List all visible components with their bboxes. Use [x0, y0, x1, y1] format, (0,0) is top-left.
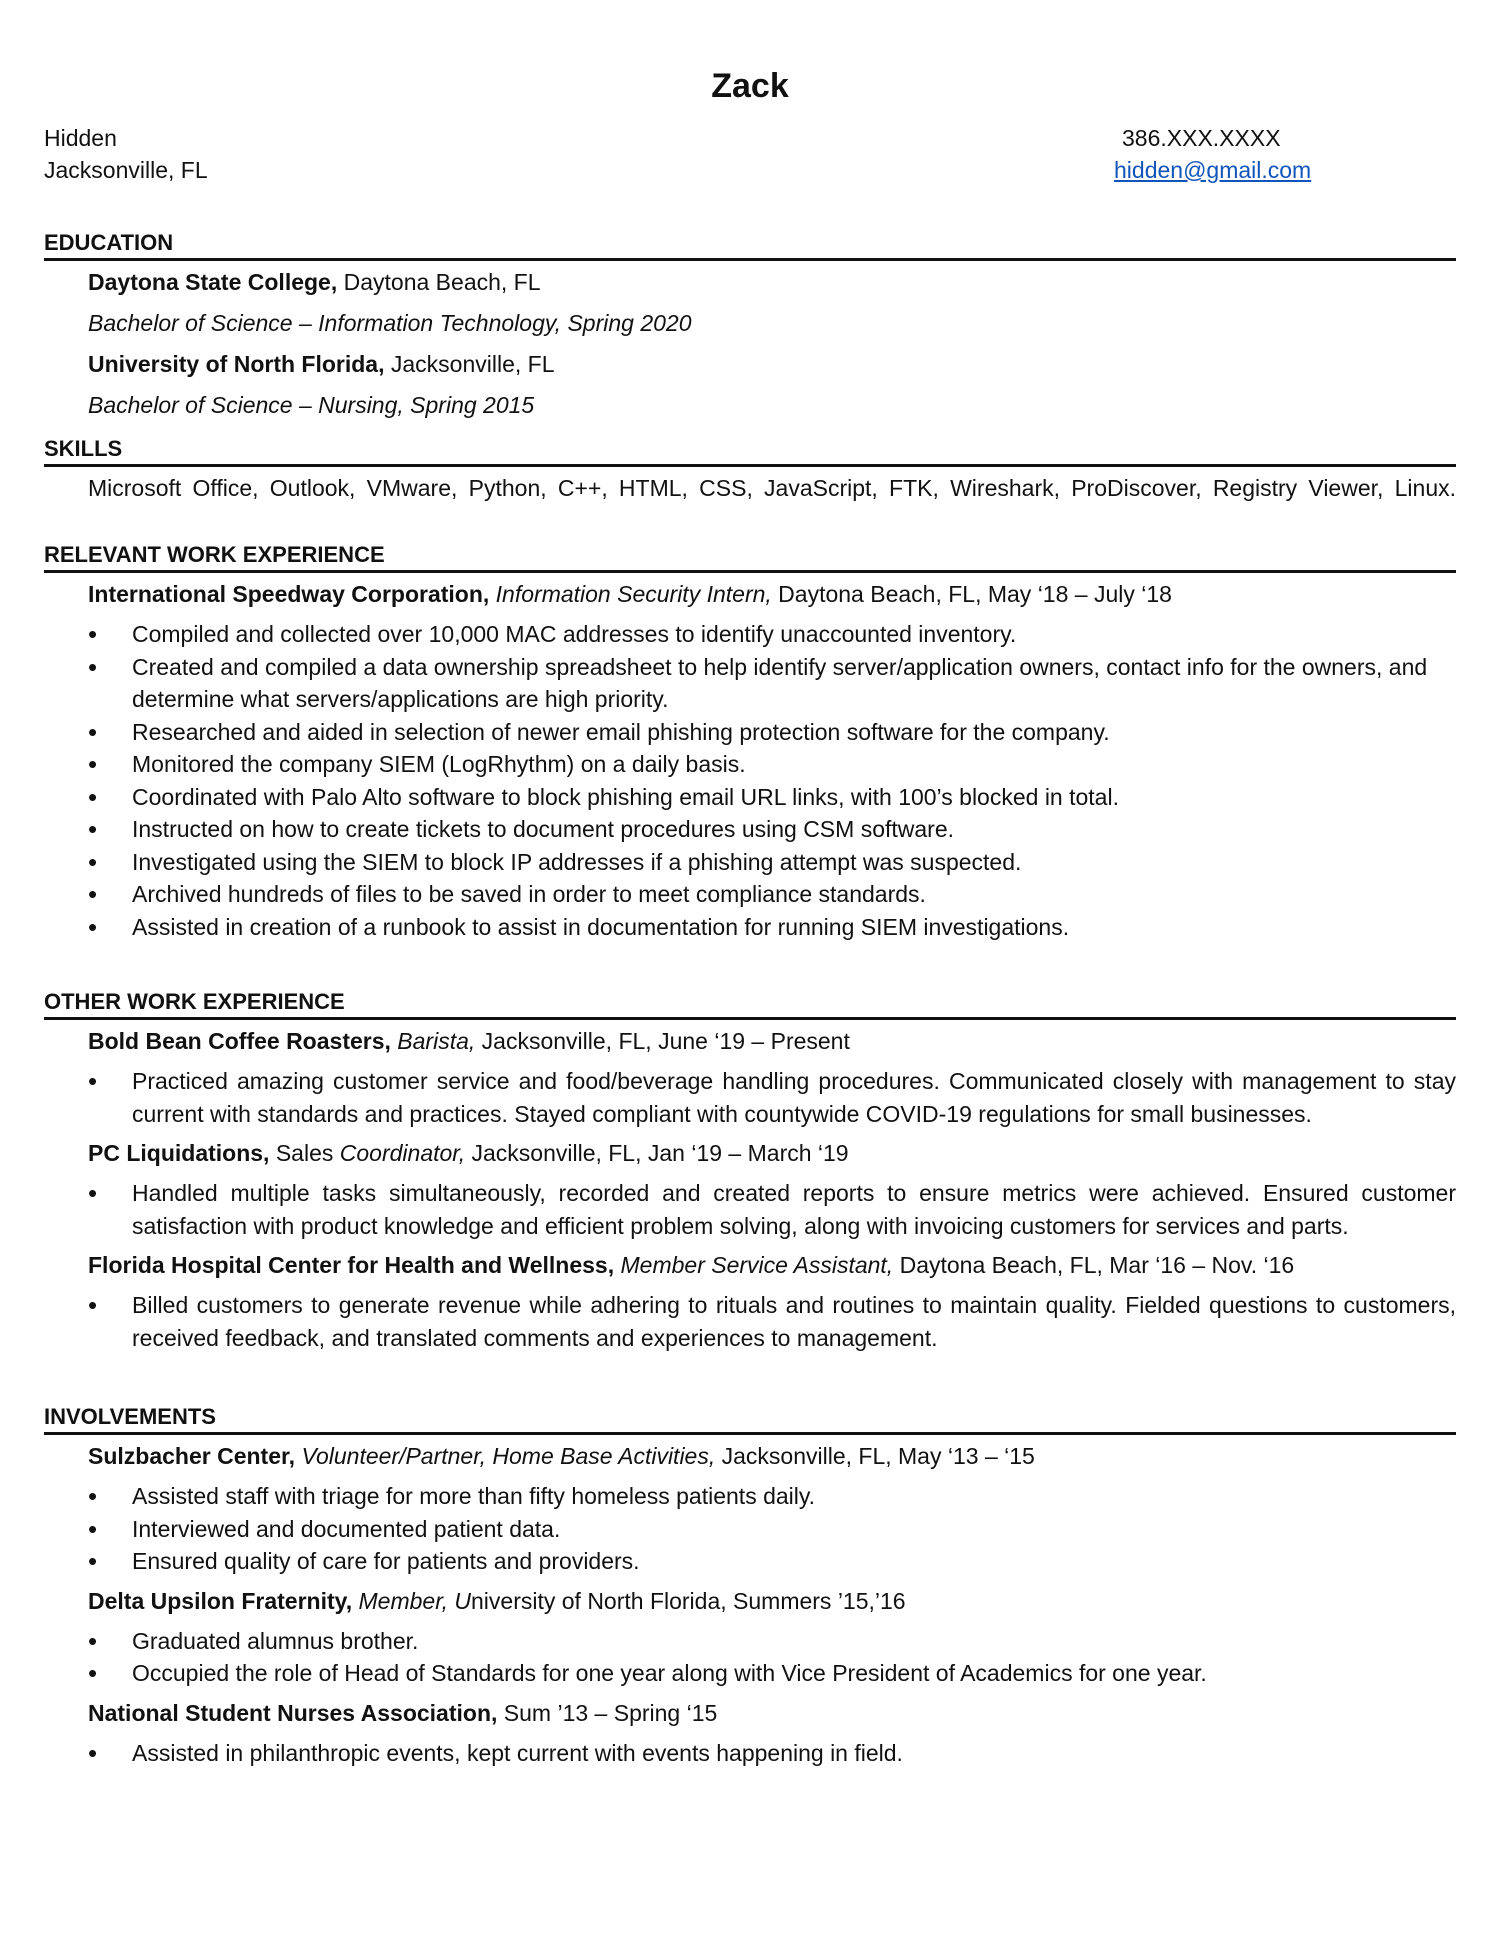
org-name: Delta Upsilon Fraternity,	[88, 1587, 353, 1614]
job-bullets	[44, 1065, 1456, 1130]
contact-left	[44, 122, 208, 186]
education-section	[44, 228, 1456, 421]
list-item: • Assisted in philanthropic events, kept current with events happening in field.	[44, 1737, 1456, 1770]
list-item: • Instructed on how to create tickets to document procedures using CSM software.	[44, 813, 1456, 846]
degree-line: Bachelor of Science – Nursing, Spring 2015	[88, 392, 535, 418]
list-item: • Handled multiple tasks simultaneously, recorded and created reports to ensure metrics were achieved. Ensured customer satisfaction with product knowledge and efficient problem solving, along with invoicing customers for services and parts.	[44, 1177, 1456, 1242]
list-item: • Researched and aided in selection of newer email phishing protection software for the company.	[44, 716, 1456, 749]
job-role: Coordinator,	[333, 1140, 466, 1166]
job-heading	[88, 1026, 1456, 1057]
job-heading	[88, 1138, 1456, 1169]
address-line: Hidden	[44, 125, 117, 151]
other-experience-section	[44, 987, 1456, 1354]
job-details: Daytona Beach, FL, Mar ‘16 – Nov. ‘16	[893, 1252, 1295, 1278]
job-bullets	[44, 1289, 1456, 1354]
education-entry-head	[88, 267, 1456, 298]
org-name: Florida Hospital Center for Health and Wellness,	[88, 1252, 615, 1278]
list-item: • Monitored the company SIEM (LogRhythm) on a daily basis.	[44, 748, 1456, 781]
list-item: • Assisted in creation of a runbook to assist in documentation for running SIEM investigations.	[44, 911, 1456, 944]
school-name: Daytona State College,	[88, 269, 338, 295]
skills-list: Microsoft Office, Outlook, VMware, Python, C++, HTML, CSS, JavaScript, FTK, Wireshark, ProDiscover, Registry Viewer, Linux.	[88, 475, 1456, 501]
involvement-bullets	[44, 1625, 1456, 1690]
section-title: RELEVANT WORK EXPERIENCE	[44, 540, 1456, 573]
org-name: International Speedway Corporation,	[88, 581, 490, 607]
job-heading	[88, 1250, 1456, 1281]
list-item: • Archived hundreds of files to be saved in order to meet compliance standards.	[44, 878, 1456, 911]
involvement-details: Jacksonville, FL, May ‘13 – ‘15	[715, 1443, 1035, 1469]
job-bullets	[44, 1177, 1456, 1242]
phone-number: 386.XXX.XXXX	[1122, 125, 1281, 151]
list-item: • Billed customers to generate revenue while adhering to rituals and routines to maintain quality. Fielded questions to customers, received feedback, and translated comments and experiences to management.	[44, 1289, 1456, 1354]
job-bullets	[44, 618, 1456, 943]
school-location: Daytona Beach, FL	[337, 269, 541, 295]
org-name: National Student Nurses Association,	[88, 1699, 498, 1726]
education-entry-head	[88, 349, 1456, 380]
skills-section	[44, 434, 1456, 504]
list-item: • Assisted staff with triage for more than fifty homeless patients daily.	[44, 1480, 1456, 1513]
job-details: Jacksonville, FL, June ‘19 – Present	[475, 1028, 850, 1054]
relevant-experience-section	[44, 540, 1456, 943]
section-title: SKILLS	[44, 434, 1456, 467]
org-name: PC Liquidations,	[88, 1140, 270, 1166]
job-role: Member Service Assistant,	[614, 1252, 894, 1278]
section-title: EDUCATION	[44, 228, 1456, 261]
section-title: INVOLVEMENTS	[44, 1402, 1456, 1435]
involvement-heading	[88, 1586, 1456, 1617]
email-link[interactable]: hidden@gmail.com	[1114, 157, 1312, 183]
involvement-role: Volunteer/Partner, Home Base Activities,	[295, 1443, 716, 1469]
involvements-section	[44, 1402, 1456, 1769]
job-details: Jacksonville, FL, Jan ‘19 – March ‘19	[465, 1140, 849, 1166]
involvement-bullets	[44, 1737, 1456, 1770]
city-line: Jacksonville, FL	[44, 157, 208, 183]
school-location: Jacksonville, FL	[384, 351, 555, 377]
involvement-heading	[88, 1698, 1456, 1729]
job-role: Barista,	[390, 1028, 476, 1054]
list-item: • Graduated alumnus brother.	[44, 1625, 1456, 1658]
involvement-heading	[88, 1441, 1456, 1472]
section-title: OTHER WORK EXPERIENCE	[44, 987, 1456, 1020]
job-heading	[88, 579, 1456, 610]
list-item: • Practiced amazing customer service and food/beverage handling procedures. Communicated closely with management to stay current with standards and practices. Stayed compliant with countywide COVID-19 regulations for small businesses.	[44, 1065, 1456, 1130]
involvement-role: Member, U	[352, 1587, 471, 1614]
job-role: Information Security Intern,	[489, 581, 772, 607]
degree-line: Bachelor of Science – Information Technology, Spring 2020	[88, 310, 692, 336]
contact-right	[1114, 122, 1311, 186]
list-item: • Ensured quality of care for patients and providers.	[44, 1545, 1456, 1578]
list-item: • Created and compiled a data ownership spreadsheet to help identify server/application owners, contact info for the owners, and determine what servers/applications are high priority.	[44, 651, 1456, 716]
job-role-prefix: Sales	[269, 1140, 334, 1166]
candidate-name: Zack	[711, 67, 789, 105]
list-item: • Coordinated with Palo Alto software to block phishing email URL links, with 100’s blocked in total.	[44, 781, 1456, 814]
school-name: University of North Florida,	[88, 351, 385, 377]
involvement-bullets	[44, 1480, 1456, 1578]
job-details: Daytona Beach, FL, May ‘18 – July ‘18	[771, 581, 1172, 607]
list-item: • Compiled and collected over 10,000 MAC addresses to identify unaccounted inventory.	[44, 618, 1456, 651]
list-item: • Occupied the role of Head of Standards for one year along with Vice President of Academics for one year.	[44, 1657, 1456, 1690]
involvement-details: Sum ’13 – Spring ‘15	[497, 1699, 718, 1726]
list-item: • Investigated using the SIEM to block IP addresses if a phishing attempt was suspected.	[44, 846, 1456, 879]
org-name: Sulzbacher Center,	[88, 1443, 296, 1469]
involvement-details: niversity of North Florida, Summers ’15,’16	[471, 1587, 906, 1614]
org-name: Bold Bean Coffee Roasters,	[88, 1028, 391, 1054]
list-item: • Interviewed and documented patient data.	[44, 1513, 1456, 1546]
